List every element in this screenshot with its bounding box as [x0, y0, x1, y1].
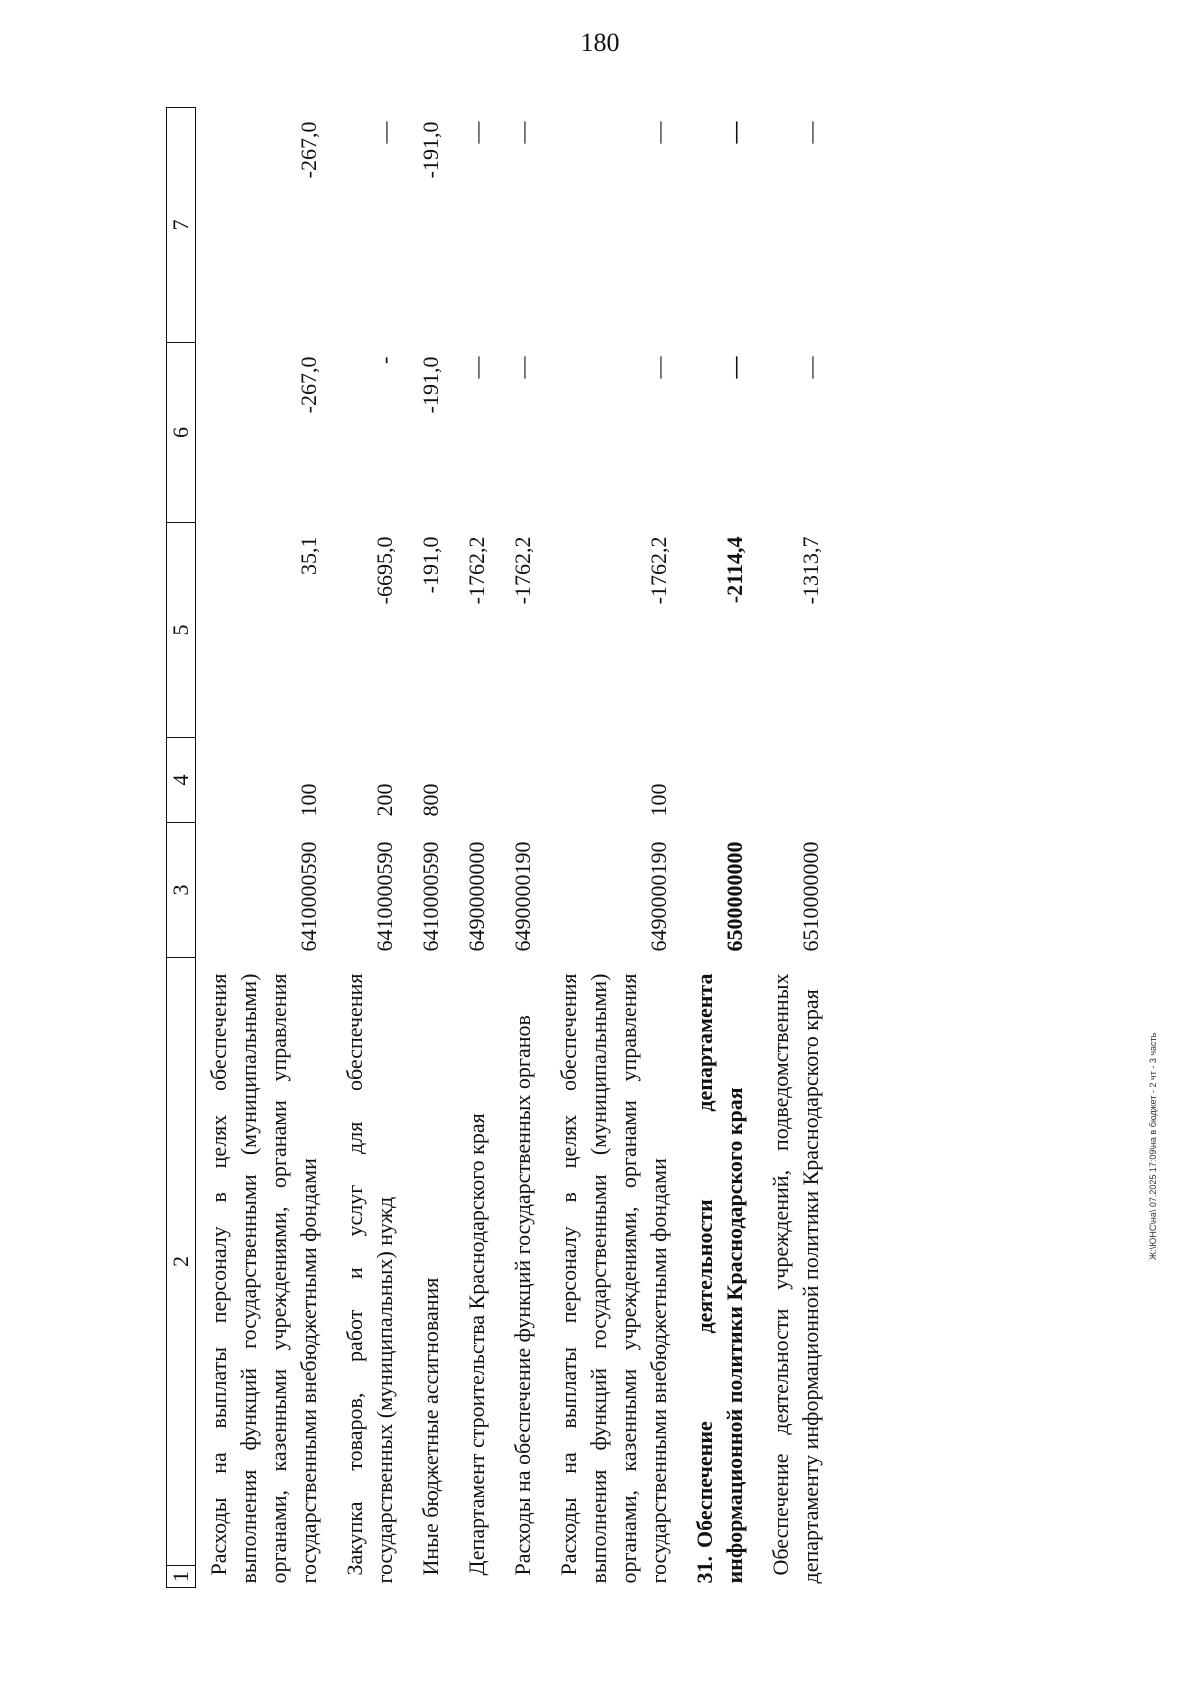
row-amount-col6: -267,0 — [296, 356, 321, 414]
row-amount-col5: 35,1 — [296, 536, 321, 575]
row-target-code: 6410000590 — [372, 841, 397, 952]
header-cell: 3 — [167, 823, 196, 958]
header-cell: 6 — [167, 343, 196, 523]
row-amount-col6: - — [372, 356, 397, 364]
row-target-code: 6500000000 — [722, 841, 747, 952]
row-name — [332, 958, 408, 1588]
table-header — [167, 108, 196, 1588]
row-expense-kind: 800 — [418, 783, 443, 817]
row-name-text: Обеспечение деятельности департамента информационной политики Краснодарского края — [692, 973, 747, 1584]
row-name — [546, 958, 682, 1588]
footer-stamp: Ж:\ЮНС\на\ 07.2025 17:09\на в бюджет - 2 чт - 3 часть — [1148, 1032, 1158, 1260]
header-cell: 4 — [167, 738, 196, 823]
row-name — [408, 958, 454, 1588]
row-amount-col7: — — [646, 121, 671, 144]
row-amount-col6: -191,0 — [418, 356, 443, 414]
row-target-code: 6410000590 — [418, 841, 443, 952]
table-row — [758, 108, 834, 1588]
table-row — [500, 108, 546, 1588]
row-name-text: Обеспечение деятельности учреждений, подведомственных департаменту информационной политики Краснодарского края — [768, 973, 823, 1584]
row-amount-col5: -2114,4 — [722, 536, 747, 604]
table-row — [408, 108, 454, 1588]
row-expense-kind — [500, 738, 546, 823]
table-row — [332, 108, 408, 1588]
budget-table-sheet — [166, 108, 1046, 1588]
table-row — [682, 108, 758, 1588]
table-row — [546, 108, 682, 1588]
row-amount-col5: -191,0 — [418, 536, 443, 594]
row-amount-col5: -1313,7 — [798, 536, 823, 605]
row-name — [682, 958, 758, 1588]
header-row — [167, 108, 196, 1588]
row-name-text: Расходы на обеспечение функций государственных органов — [510, 1015, 535, 1576]
row-amount-col6: — — [798, 356, 823, 379]
row-amount-col7: — — [510, 121, 535, 144]
row-expense-kind — [758, 738, 834, 823]
row-expense-kind: 100 — [296, 783, 321, 817]
row-name-text: Расходы на выплаты персоналу в целях обеспечения выполнения функций государственными (муниципальными) органами, казенными учреждениями, органами управления государственными внебюджетными фондами — [206, 973, 321, 1584]
row-expense-kind — [682, 738, 758, 823]
header-cell: 2 — [167, 958, 196, 1566]
row-amount-col5: -1762,2 — [646, 536, 671, 605]
row-number: 31. — [692, 1556, 717, 1584]
row-expense-kind: 100 — [646, 783, 671, 817]
row-amount-col5: -1762,2 — [510, 536, 535, 605]
row-amount-col6: — — [464, 356, 489, 379]
row-amount-col6: — — [646, 356, 671, 379]
row-name-text: Иные бюджетные ассигнования — [418, 1277, 443, 1576]
table-row — [196, 108, 333, 1588]
row-target-code: 6490000190 — [510, 841, 535, 952]
row-amount-col7: -191,0 — [418, 121, 443, 179]
header-cell: 5 — [167, 523, 196, 738]
row-amount-col5: -6695,0 — [372, 536, 397, 605]
row-amount-col7: — — [372, 121, 397, 144]
row-name — [196, 958, 333, 1588]
row-target-code: 6490000190 — [646, 841, 671, 952]
budget-table — [166, 107, 834, 1588]
row-target-code: 6410000590 — [296, 841, 321, 952]
header-cell: 1 — [167, 1566, 196, 1588]
row-amount-col5: -1762,2 — [464, 536, 489, 605]
row-amount-col7: -267,0 — [296, 121, 321, 179]
header-cell: 7 — [167, 108, 196, 343]
row-amount-col7: — — [722, 121, 747, 144]
row-name-text: Расходы на выплаты персоналу в целях обеспечения выполнения функций государственными (муниципальными) органами, казенными учреждениями, органами управления государственными внебюджетными фондами — [556, 973, 671, 1584]
row-name — [454, 958, 500, 1588]
page-number: 180 — [580, 28, 620, 57]
row-amount-col6: — — [510, 356, 535, 379]
row-name — [500, 958, 546, 1588]
row-expense-kind — [454, 738, 500, 823]
row-name-text: Закупка товаров, работ и услуг для обеспечения государственных (муниципальных) нужд — [342, 973, 397, 1584]
row-name — [758, 958, 834, 1588]
row-expense-kind: 200 — [372, 783, 397, 817]
row-amount-col7: — — [798, 121, 823, 144]
row-amount-col7: — — [464, 121, 489, 144]
row-target-code: 6510000000 — [798, 841, 823, 952]
row-amount-col6: — — [722, 356, 747, 379]
table-row — [454, 108, 500, 1588]
row-name-text: Департамент строительства Краснодарского края — [464, 1113, 489, 1576]
row-target-code: 6490000000 — [464, 841, 489, 952]
